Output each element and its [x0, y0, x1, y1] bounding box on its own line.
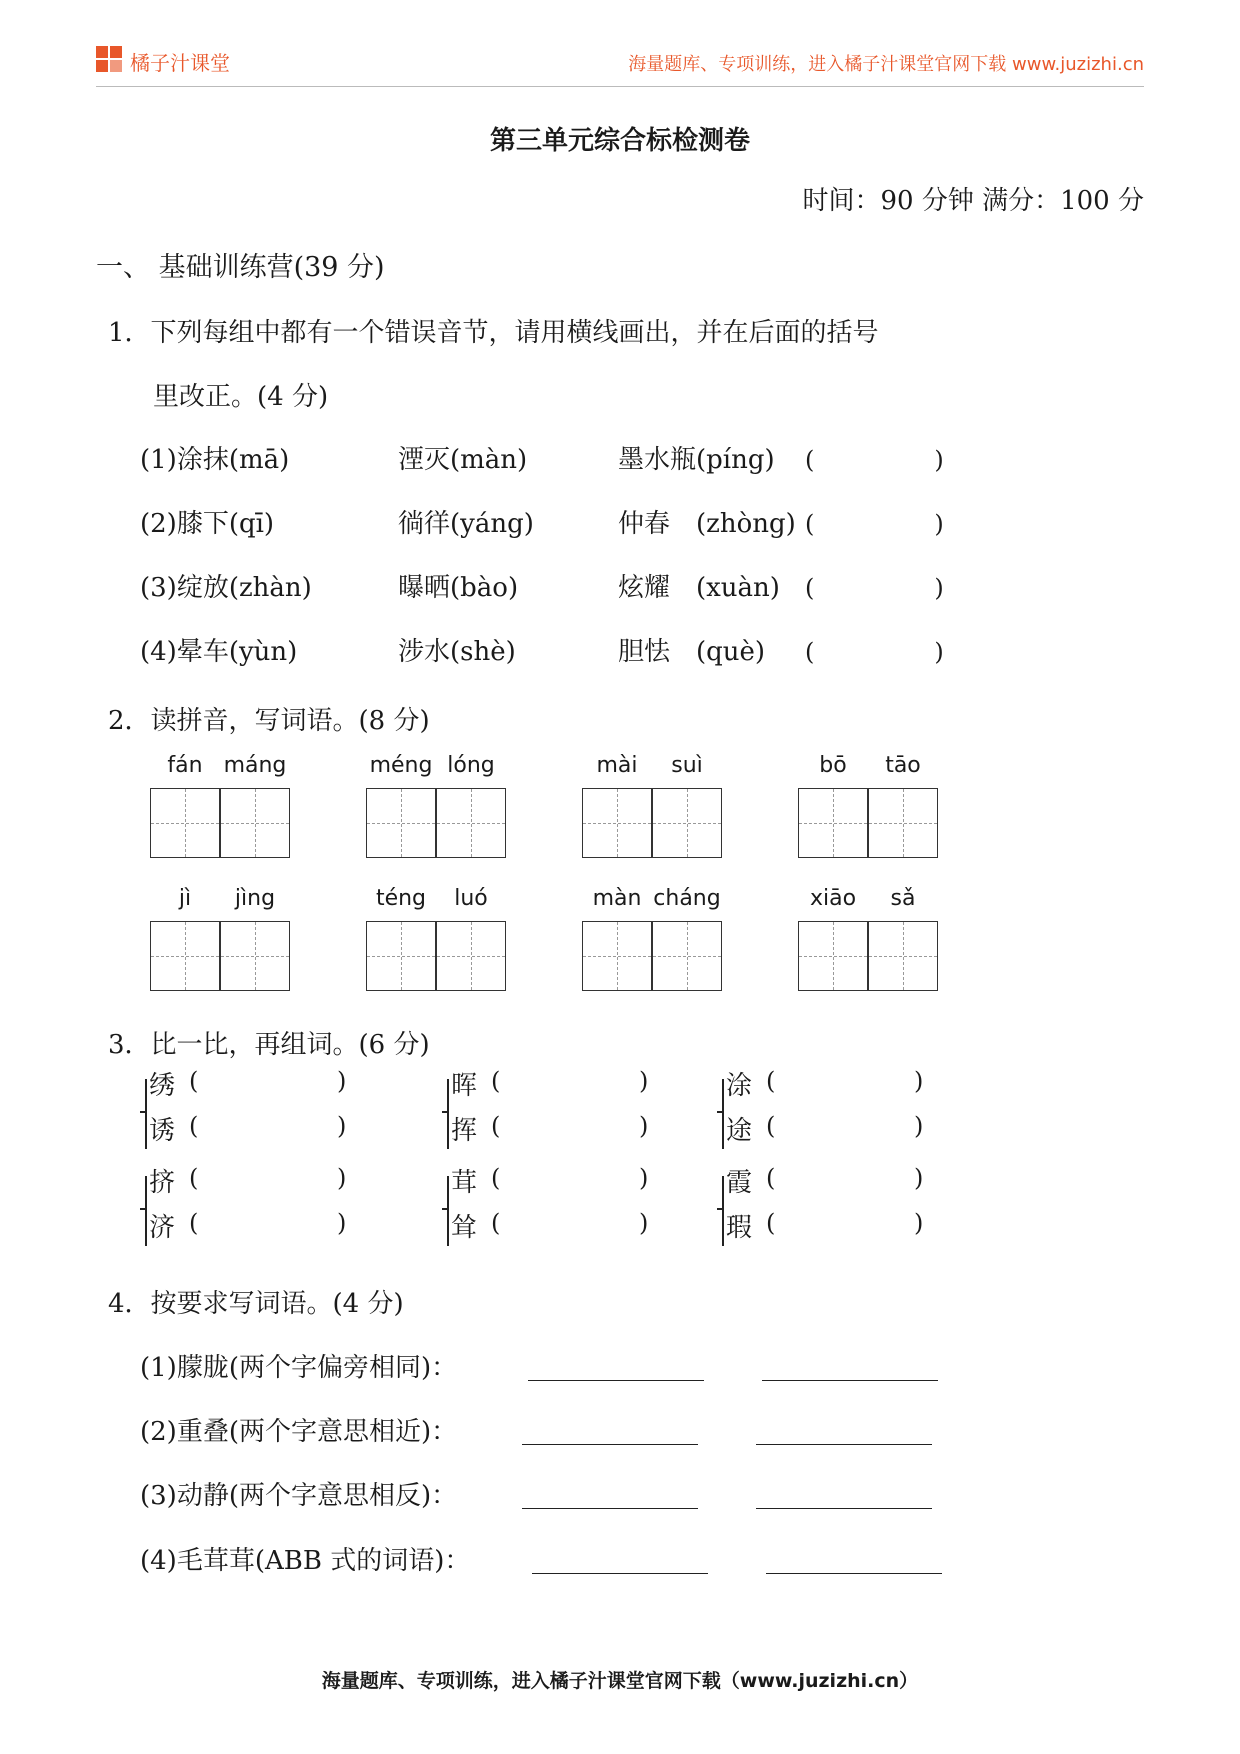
compare-char: 瑕	[726, 1213, 753, 1243]
answer-paren-open: (	[766, 1209, 776, 1237]
q4-item-1-blank-b[interactable]	[762, 1380, 938, 1382]
writing-box[interactable]	[436, 788, 506, 858]
answer-paren-close: )	[914, 1164, 924, 1192]
q1-row3-a: (3)绽放(zhàn)	[140, 573, 312, 603]
writing-box[interactable]	[220, 921, 290, 991]
header-divider	[96, 86, 1144, 87]
q4-item-2-blank-a[interactable]	[522, 1444, 698, 1446]
answer-slot[interactable]	[509, 1164, 639, 1194]
logo-icon	[96, 46, 122, 72]
writing-box[interactable]	[582, 788, 652, 858]
writing-box[interactable]	[652, 921, 722, 991]
q1-row1-b: 湮灭(màn)	[398, 445, 528, 475]
pinyin-label: suì	[671, 753, 703, 778]
q1-row3-c: 炫耀 (xuàn)	[618, 573, 780, 603]
answer-paren-open: (	[189, 1112, 199, 1140]
answer-paren-close: )	[914, 1209, 924, 1237]
question-3-stem: 3．比一比，再组词。(6 分)	[108, 1030, 430, 1060]
writing-box[interactable]	[150, 921, 220, 991]
answer-paren-close: )	[639, 1209, 649, 1237]
answer-paren-open: (	[491, 1209, 501, 1237]
writing-box[interactable]	[366, 921, 436, 991]
answer-paren-open: (	[491, 1164, 501, 1192]
answer-paren-open: (	[491, 1112, 501, 1140]
pinyin-label: mài	[596, 753, 638, 778]
answer-paren-close: )	[639, 1164, 649, 1192]
q1-row4-a: (4)晕车(yùn)	[140, 637, 298, 667]
question-1-stem: 1．下列每组中都有一个错误音节，请用横线画出，并在后面的括号	[108, 318, 879, 348]
answer-paren-open: (	[766, 1164, 776, 1192]
pinyin-label: lóng	[447, 753, 495, 778]
brand-name: 橘子汁课堂	[130, 51, 230, 75]
answer-slot[interactable]	[509, 1209, 639, 1239]
answer-slot[interactable]	[207, 1164, 337, 1194]
q1-row2-answer[interactable]: ( )	[805, 510, 944, 538]
answer-paren-close: )	[914, 1067, 924, 1095]
compare-char: 耸	[451, 1213, 478, 1243]
q1-row2-b: 徜徉(yáng)	[398, 509, 534, 539]
compare-char: 济	[149, 1213, 176, 1243]
writing-box[interactable]	[798, 788, 868, 858]
pinyin-label: méng	[369, 753, 433, 778]
q1-row1-c: 墨水瓶(píng)	[618, 445, 775, 475]
question-1-stem-cont: 里改正。(4 分)	[153, 382, 329, 412]
q4-item-4: (4)毛茸茸(ABB 式的词语)：	[140, 1546, 471, 1576]
answer-paren-open: (	[189, 1067, 199, 1095]
pinyin-label: jì	[178, 886, 192, 911]
answer-paren-open: (	[189, 1209, 199, 1237]
writing-box[interactable]	[436, 921, 506, 991]
compare-char: 茸	[451, 1168, 478, 1198]
compare-char: 诱	[149, 1116, 176, 1146]
q1-row4-c: 胆怯 (què)	[618, 637, 766, 667]
q1-row1-a: (1)涂抹(mā)	[140, 445, 290, 475]
q4-item-4-blank-b[interactable]	[766, 1573, 942, 1575]
answer-paren-open: (	[189, 1164, 199, 1192]
answer-slot[interactable]	[784, 1164, 914, 1194]
q1-row1-answer[interactable]: ( )	[805, 446, 944, 474]
answer-slot[interactable]	[509, 1112, 639, 1142]
q4-item-4-blank-a[interactable]	[532, 1573, 708, 1575]
answer-paren-close: )	[337, 1067, 347, 1095]
answer-slot[interactable]	[207, 1209, 337, 1239]
compare-char: 途	[726, 1116, 753, 1146]
compare-char: 涂	[726, 1071, 753, 1101]
question-2-stem: 2．读拼音，写词语。(8 分)	[108, 706, 430, 736]
compare-char: 晖	[451, 1071, 478, 1101]
pinyin-label: luó	[454, 886, 488, 911]
writing-box[interactable]	[868, 921, 938, 991]
writing-box[interactable]	[150, 788, 220, 858]
pinyin-label: xiāo	[809, 886, 857, 911]
q1-row4-b: 涉水(shè)	[398, 637, 516, 667]
writing-box[interactable]	[220, 788, 290, 858]
q1-row3-answer[interactable]: ( )	[805, 574, 944, 602]
pinyin-label: cháng	[653, 886, 721, 911]
writing-box[interactable]	[652, 788, 722, 858]
answer-paren-close: )	[639, 1112, 649, 1140]
q4-item-3-blank-a[interactable]	[522, 1508, 698, 1510]
answer-slot[interactable]	[784, 1209, 914, 1239]
q4-item-1: (1)朦胧(两个字偏旁相同)：	[140, 1353, 458, 1383]
exam-meta: 时间：90 分钟 满分：100 分	[802, 186, 1144, 216]
q4-item-3: (3)动静(两个字意思相反)：	[140, 1481, 458, 1511]
answer-slot[interactable]	[784, 1067, 914, 1097]
answer-slot[interactable]	[784, 1112, 914, 1142]
header-slogan[interactable]: 海量题库、专项训练，进入橘子汁课堂官网下载 www.juzizhi.cn	[628, 54, 1144, 75]
pinyin-label: sǎ	[890, 886, 916, 911]
answer-paren-open: (	[766, 1067, 776, 1095]
pinyin-label: fán	[167, 753, 203, 778]
pinyin-label: máng	[223, 753, 287, 778]
q1-row2-a: (2)膝下(qī)	[140, 509, 275, 539]
footer-slogan[interactable]: 海量题库、专项训练，进入橘子汁课堂官网下载（www.juzizhi.cn）	[321, 1670, 919, 1692]
pinyin-label: bō	[819, 753, 847, 778]
answer-paren-close: )	[337, 1112, 347, 1140]
q1-row2-c: 仲春 (zhòng)	[618, 509, 796, 539]
answer-slot[interactable]	[509, 1067, 639, 1097]
writing-box[interactable]	[868, 788, 938, 858]
page-title: 第三单元综合标检测卷	[489, 126, 750, 156]
answer-paren-open: (	[766, 1112, 776, 1140]
answer-paren-close: )	[914, 1112, 924, 1140]
pinyin-label: tāo	[885, 753, 921, 778]
compare-char: 挤	[149, 1168, 176, 1198]
answer-slot[interactable]	[207, 1112, 337, 1142]
answer-paren-open: (	[491, 1067, 501, 1095]
q4-item-3-blank-b[interactable]	[756, 1508, 932, 1510]
writing-box[interactable]	[582, 921, 652, 991]
q1-row4-answer[interactable]: ( )	[805, 638, 944, 666]
answer-paren-close: )	[639, 1067, 649, 1095]
answer-paren-close: )	[337, 1209, 347, 1237]
compare-char: 绣	[149, 1071, 176, 1101]
compare-char: 挥	[451, 1116, 478, 1146]
compare-char: 霞	[726, 1168, 753, 1198]
answer-paren-close: )	[337, 1164, 347, 1192]
q4-item-1-blank-a[interactable]	[528, 1380, 704, 1382]
q1-row3-b: 曝晒(bào)	[398, 573, 519, 603]
writing-box[interactable]	[366, 788, 436, 858]
answer-slot[interactable]	[207, 1067, 337, 1097]
q4-item-2: (2)重叠(两个字意思相近)：	[140, 1417, 458, 1447]
pinyin-label: téng	[375, 886, 427, 911]
pinyin-label: màn	[592, 886, 642, 911]
question-4-stem: 4．按要求写词语。(4 分)	[108, 1289, 404, 1319]
q4-item-2-blank-b[interactable]	[756, 1444, 932, 1446]
section-heading: 一、 基础训练营(39 分)	[96, 252, 385, 283]
pinyin-label: jìng	[234, 886, 276, 911]
writing-box[interactable]	[798, 921, 868, 991]
